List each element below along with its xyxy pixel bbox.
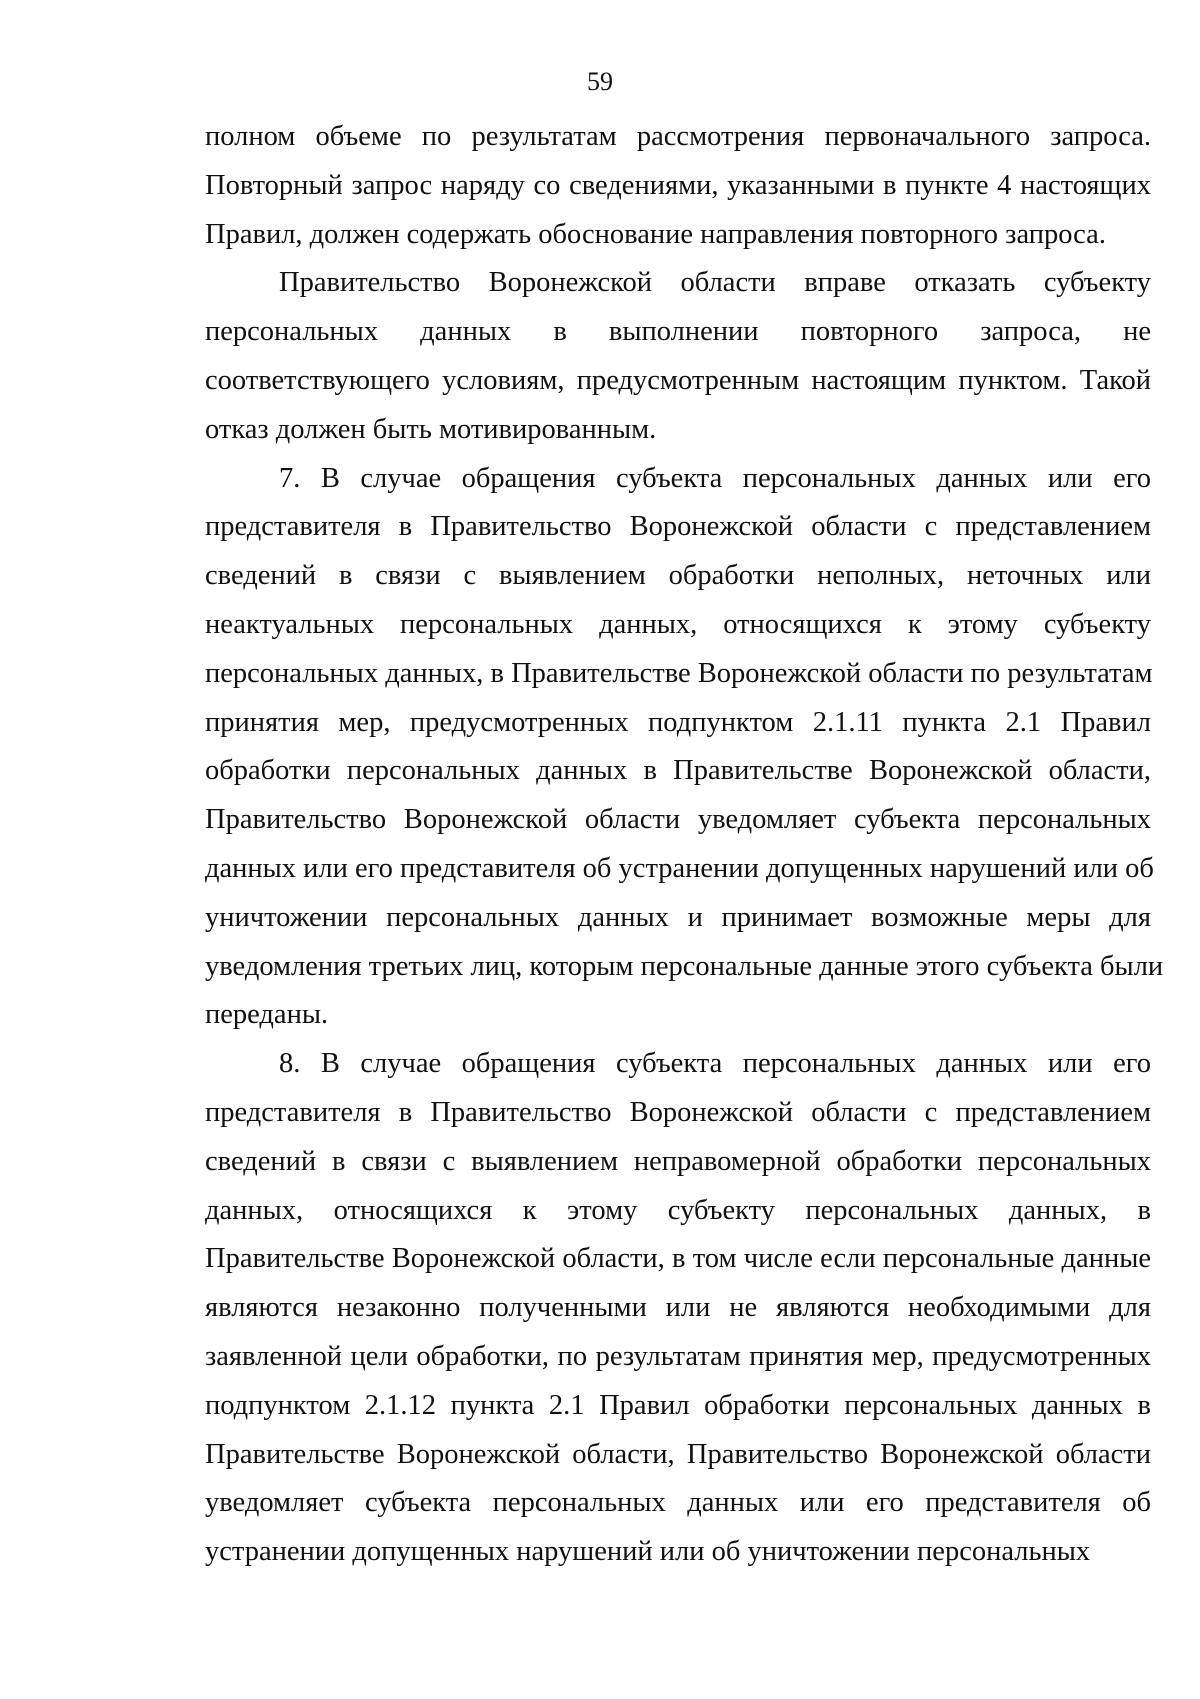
text-line: данных, относящихся к этому субъекту персональных данных, в xyxy=(205,1194,1151,1226)
text-line: обработки персональных данных в Правительстве Воронежской области, xyxy=(205,755,1151,787)
paragraph-continuation xyxy=(205,113,1151,259)
paragraph-item-8 xyxy=(205,1040,1151,1577)
text-line: Правительстве Воронежской области, в том числе если персональные данные xyxy=(205,1243,1151,1275)
text-line: Правительство Воронежской области уведомляет субъекта персональных xyxy=(205,804,1151,836)
text-line: Правительство Воронежской области вправе отказать субъекту xyxy=(279,267,1151,299)
text-line: Повторный запрос наряду со сведениями, указанными в пункте 4 настоящих xyxy=(205,169,1151,201)
text-line: соответствующего условиям, предусмотренным настоящим пунктом. Такой xyxy=(205,364,1151,396)
text-line: отказ должен быть мотивированным. xyxy=(205,413,657,445)
paragraph-refusal xyxy=(205,259,1151,454)
text-line: уведомляет субъекта персональных данных или его представителя об xyxy=(205,1487,1151,1519)
text-line: сведений в связи с выявлением неправомерной обработки персональных xyxy=(205,1145,1151,1177)
text-line: 8. В случае обращения субъекта персональных данных или его xyxy=(279,1048,1151,1080)
text-line: уничтожении персональных данных и принимает возможные меры для xyxy=(205,901,1151,933)
text-line: сведений в связи с выявлением обработки неполных, неточных или xyxy=(205,560,1151,592)
text-line: данных или его представителя об устранении допущенных нарушений или об xyxy=(205,852,1154,884)
text-line: переданы. xyxy=(205,999,329,1031)
text-line: представителя в Правительство Воронежской области с представлением xyxy=(205,1096,1151,1128)
text-line: являются незаконно полученными или не являются необходимыми для xyxy=(205,1292,1151,1324)
text-line: неактуальных персональных данных, относящихся к этому субъекту xyxy=(205,608,1151,640)
document-body xyxy=(205,113,1164,1577)
page-number: 59 xyxy=(587,67,613,96)
text-line: подпунктом 2.1.12 пункта 2.1 Правил обработки персональных данных в xyxy=(205,1389,1151,1421)
text-line: устранении допущенных нарушений или об уничтожении персональных xyxy=(205,1536,1091,1568)
text-line: персональных данных, в Правительстве Воронежской области по результатам xyxy=(205,657,1153,689)
text-line: полном объеме по результатам рассмотрения первоначального запроса. xyxy=(205,121,1151,152)
text-line: заявленной цели обработки, по результатам принятия мер, предусмотренных xyxy=(205,1340,1151,1372)
text-line: Правительстве Воронежской области, Правительство Воронежской области xyxy=(205,1438,1151,1470)
text-line: персональных данных в выполнении повторного запроса, не xyxy=(205,316,1151,348)
text-line: принятия мер, предусмотренных подпунктом 2.1.11 пункта 2.1 Правил xyxy=(205,706,1151,738)
paragraph-item-7 xyxy=(205,455,1164,1041)
text-line: представителя в Правительство Воронежской области с представлением xyxy=(205,511,1151,543)
text-line: уведомления третьих лиц, которым персональные данные этого субъекта были xyxy=(205,950,1164,982)
text-line: Правил, должен содержать обоснование направления повторного запроса. xyxy=(205,218,1106,250)
text-line: 7. В случае обращения субъекта персональных данных или его xyxy=(279,462,1151,494)
